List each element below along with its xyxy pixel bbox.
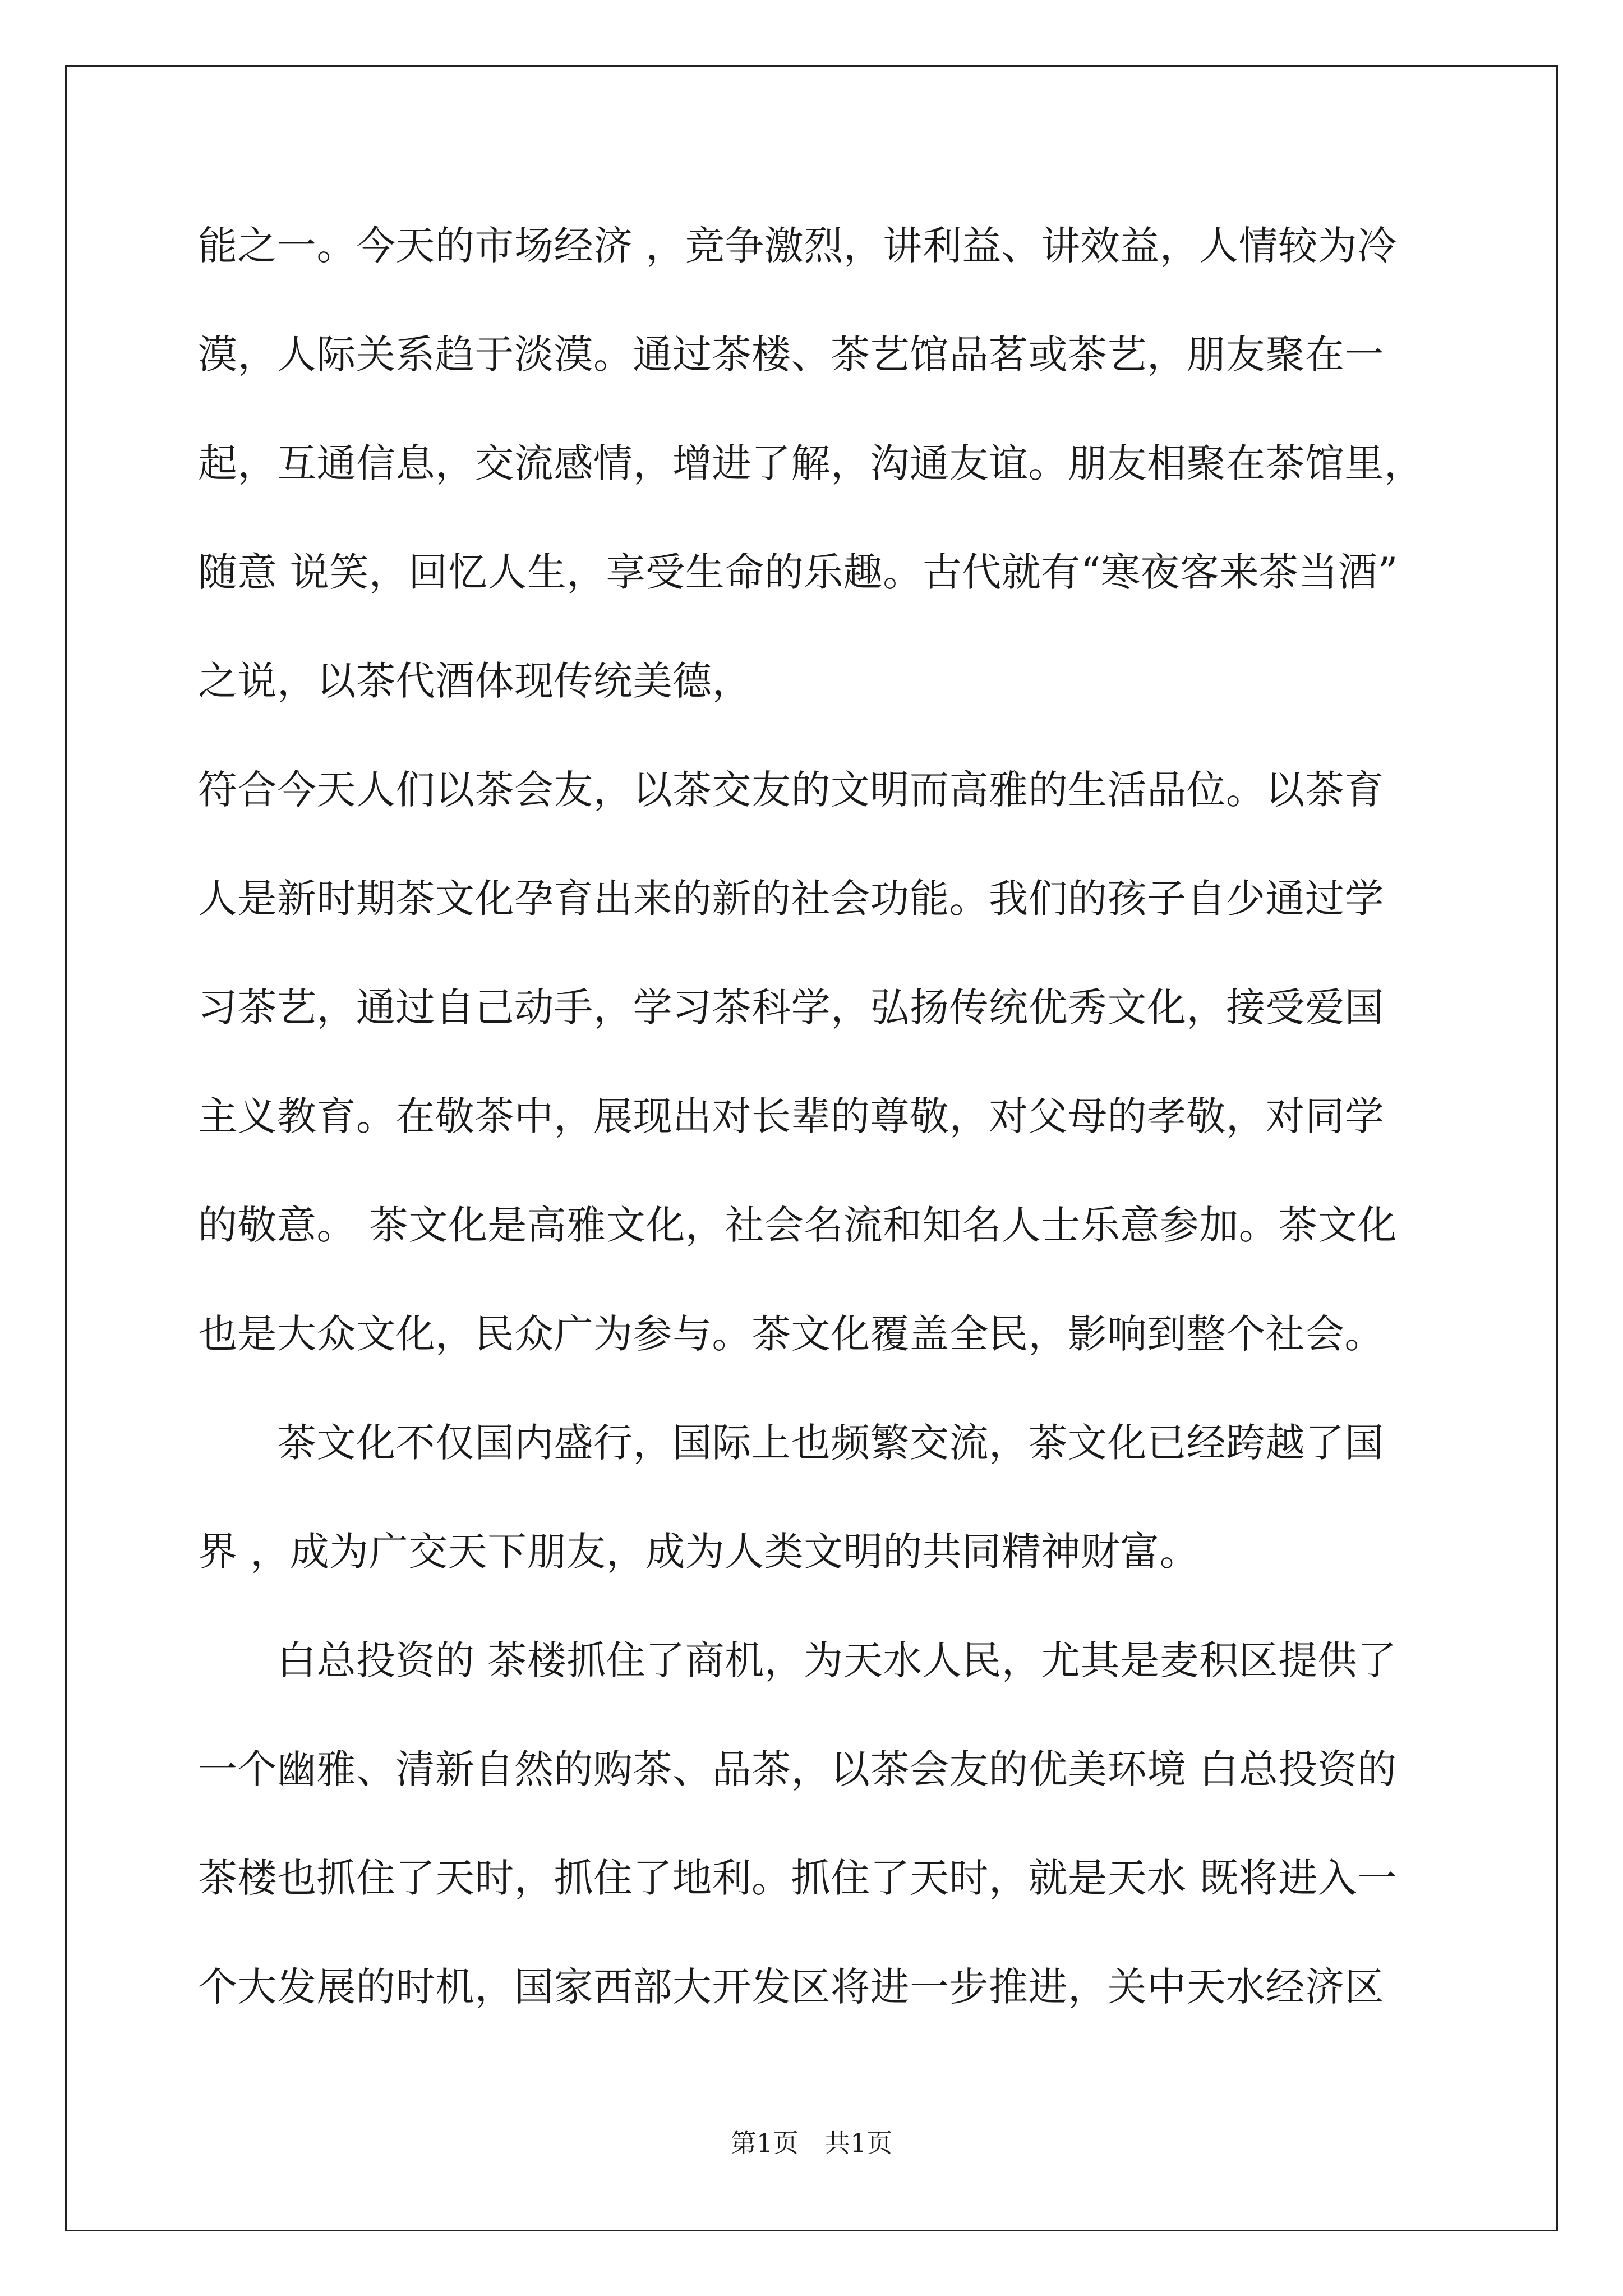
text-line: 随意 说笑，回忆人生，享受生命的乐趣。古代就有“寒夜客来茶当酒” [198, 549, 1398, 595]
text-line: 也是大众文化，民众广为参与。茶文化覆盖全民，影响到整个社会。 [198, 1311, 1384, 1357]
page-number-footer: 第1页 共1页 [730, 2128, 893, 2158]
text-line: 的敬意。 茶文化是高雅文化，社会名流和知名人士乐意参加。茶文化 [198, 1202, 1397, 1248]
text-line: 符合今天人们以茶会友，以茶交友的文明而高雅的生活品位。以茶育 [198, 767, 1384, 813]
text-line: 主义教育。在敬茶中，展现出对长辈的尊敬，对父母的孝敬，对同学 [198, 1093, 1384, 1139]
text-line: 起，互通信息，交流感情，增进了解，沟通友谊。朋友相聚在茶馆里， [198, 440, 1424, 486]
text-line: 漠，人际关系趋于淡漠。通过茶楼、茶艺馆品茗或茶艺，朋友聚在一 [198, 332, 1384, 378]
text-line: 人是新时期茶文化孕育出来的新的社会功能。我们的孩子自少通过学 [198, 876, 1384, 922]
text-line: 之说，以茶代酒体现传统美德， [198, 658, 751, 704]
text-line: 一个幽雅、清新自然的购茶、品茶，以茶会友的优美环境 白总投资的 [198, 1746, 1397, 1792]
text-line: 能之一。今天的市场经济 ，竞争激烈，讲利益、讲效益，人情较为冷 [198, 223, 1397, 269]
text-line: 个大发展的时机，国家西部大开发区将进一步推进，关中天水经济区 [198, 1964, 1384, 2010]
text-line: 白总投资的 茶楼抓住了商机，为天水人民，尤其是麦积区提供了 [198, 1637, 1397, 1683]
text-line: 茶楼也抓住了天时，抓住了地利。抓住了天时，就是天水 既将进入一 [198, 1855, 1397, 1901]
text-line: 界 ，成为广交天下朋友，成为人类文明的共同精神财富。 [198, 1529, 1200, 1575]
text-line: 习茶艺，通过自己动手，学习茶科学，弘扬传统优秀文化，接受爱国 [198, 984, 1384, 1030]
text-line: 茶文化不仅国内盛行，国际上也频繁交流，茶文化已经跨越了国 [198, 1420, 1384, 1466]
